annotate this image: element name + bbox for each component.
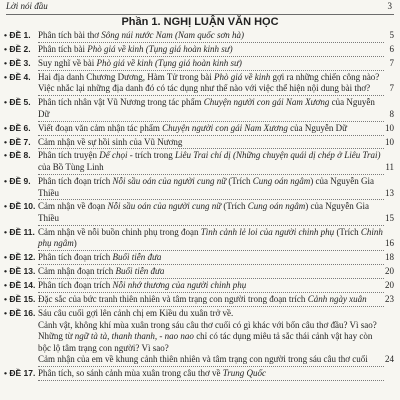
entry-number: • ĐỀ 2. [4, 43, 31, 54]
entry-number: • ĐỀ 5. [4, 97, 31, 108]
toc-entry[interactable] [4, 252, 396, 264]
dotted-leader [38, 278, 384, 279]
dotted-leader [38, 70, 384, 71]
entry-number: • ĐỀ 17. [4, 368, 36, 379]
entry-number: • ĐỀ 1. [4, 30, 31, 40]
toc-entry[interactable] [4, 44, 396, 56]
preface-page-number: 3 [387, 1, 392, 11]
entry-page-number: 23 [385, 294, 394, 305]
dotted-leader [38, 380, 384, 381]
toc-entry[interactable] [4, 176, 396, 199]
toc-entry[interactable] [4, 201, 396, 224]
entry-title: Phân tích nhân vật Vũ Nương trong tác phẩm Chuyện người con gái Nam Xương của Nguyễn Dữ [38, 97, 375, 119]
entry-page-number: 18 [385, 252, 394, 263]
entry-number: • ĐỀ 12. [4, 252, 36, 263]
entry-title: Sáu câu cuối gợi lên cảnh chị em Kiều du xuân trở về. Cảnh vật, không khí mùa xuân trong sáu câu thơ cuối có gì khác với bốn câu thơ đầu? Vì sao? Những từ ngữ tà tà, thanh thanh, - nao nao chỉ có tác dụng miêu tả sắc thái cảnh vật hay còn bộc lộ tâm trạng con người? Vì sao? Cảm nhận của em về khung cảnh thiên nhiên và tâm trạng con người trong sáu câu thơ cuối [38, 307, 377, 365]
toc-entry[interactable] [4, 137, 396, 149]
toc-entry[interactable] [4, 150, 396, 173]
entry-title: Phân tích truyện Dế chọi - trích trong Liêu Trai chí dị (Những chuyện quái dị chép ở Liêu Trai) của Bồ Tùng Linh [38, 150, 381, 173]
entry-page-number: 7 [389, 57, 394, 68]
entry-page-number: 6 [389, 43, 394, 54]
dotted-leader [38, 174, 384, 175]
entry-number: • ĐỀ 9. [4, 175, 31, 186]
toc-entry[interactable] [4, 294, 396, 306]
entry-title: Suy nghĩ về bài Phò giá về kinh (Tụng giá hoàn kinh sư) [38, 57, 242, 68]
entry-page-number: 5 [389, 30, 394, 40]
dotted-leader [38, 42, 384, 43]
entry-page-number: 13 [385, 187, 394, 198]
toc-entry[interactable] [4, 58, 396, 70]
toc-entry[interactable] [4, 97, 396, 120]
toc-entry[interactable] [4, 123, 396, 135]
entry-page-number: 10 [385, 136, 394, 147]
entry-title: Cảm nhận về đoạn Nỗi sầu oán của người cung nữ (Trích Cung oán ngâm) của Nguyễn Gia Thiều [38, 201, 370, 223]
entry-title: Phân tích đoạn trích Buổi tiễn đưa [38, 252, 162, 263]
toc-entry[interactable] [4, 227, 396, 250]
entry-page-number: 20 [385, 266, 394, 277]
dotted-leader [38, 292, 384, 293]
entry-number: • ĐỀ 6. [4, 122, 31, 133]
entry-title: Phân tích bài thơ Sông núi nước Nam (Nam quốc sơn hà) [38, 30, 245, 40]
dotted-leader [38, 264, 384, 265]
dotted-leader [38, 306, 384, 307]
preface-label: Lời nói đầu [6, 1, 48, 11]
dotted-leader [38, 366, 384, 367]
dotted-leader [38, 199, 384, 200]
toc-entry[interactable] [4, 368, 396, 380]
entry-page-number: 20 [385, 280, 394, 291]
entry-title: Cảm nhận về sự hồi sinh của Vũ Nương [38, 136, 183, 147]
dotted-leader [38, 121, 384, 122]
dotted-leader [38, 95, 384, 96]
dotted-leader [38, 225, 384, 226]
dotted-leader [38, 148, 384, 149]
entry-title: Phân tích đoạn trích Nỗi nhớ thương của người chinh phụ [38, 280, 247, 291]
entry-page-number: 15 [385, 212, 394, 223]
entry-title: Phân tích bài Phò giá về kinh (Tụng giá hoàn kinh sư) [38, 43, 233, 54]
entry-number: • ĐỀ 4. [4, 71, 31, 82]
entry-title: Hai địa danh Chương Dương, Hàm Tử trong bài Phò giá về kinh gợi ra những chiến công nào? Việc nhắc lại những địa danh đó có tác dụng như thế nào với việc thể hiện nội dung bài thơ? [38, 71, 380, 94]
dotted-leader [38, 250, 384, 251]
toc-entry[interactable] [4, 30, 396, 42]
entry-number: • ĐỀ 3. [4, 57, 31, 68]
entry-number: • ĐỀ 16. [4, 307, 36, 318]
preface-line[interactable] [6, 0, 394, 15]
entry-number: • ĐỀ 10. [4, 201, 36, 212]
entry-page-number: 10 [385, 122, 394, 133]
dotted-leader [38, 135, 384, 136]
entry-page-number: 11 [385, 162, 394, 173]
entry-number: • ĐỀ 14. [4, 280, 36, 291]
toc-entry[interactable] [4, 280, 396, 292]
toc-entry[interactable] [4, 266, 396, 278]
entry-title: Viết đoạn văn cảm nhận tác phẩm Chuyện người con gái Nam Xương của Nguyễn Dữ [38, 122, 347, 133]
entry-number: • ĐỀ 11. [4, 226, 35, 237]
entry-page-number: 7 [389, 83, 394, 94]
entry-page-number: 16 [385, 238, 394, 249]
entry-title: Phân tích đoạn trích Nỗi sầu oán của người cung nữ (Trích Cung oán ngâm) của Nguyễn Gia Thiều [38, 175, 375, 198]
entry-number: • ĐỀ 7. [4, 136, 31, 147]
entry-title: Cảm nhận về nỗi buồn chinh phụ trong đoạn Tình cảnh lẻ loi của người chinh phụ (Trích Chinh phụ ngâm) [38, 226, 383, 249]
part-title: Phần 1. NGHỊ LUẬN VĂN HỌC [121, 16, 279, 28]
table-of-contents [4, 30, 396, 382]
entry-title: Đặc sắc của bức tranh thiên nhiên và tâm trạng con người trong đoạn trích Cảnh ngày xuân [38, 294, 367, 305]
dotted-leader [38, 56, 384, 57]
toc-entry[interactable] [4, 308, 396, 366]
entry-title: Phân tích, so sánh cảnh mùa xuân trong câu thơ về Trung Quốc [38, 368, 266, 379]
entry-number: • ĐỀ 8. [4, 150, 31, 161]
entry-page-number: 24 [385, 354, 394, 365]
entry-title: Cảm nhận đoạn trích Buổi tiễn đưa [38, 266, 165, 277]
toc-entry[interactable] [4, 72, 396, 95]
entry-page-number: 8 [389, 108, 394, 119]
entry-number: • ĐỀ 15. [4, 294, 36, 305]
entry-number: • ĐỀ 13. [4, 266, 36, 277]
